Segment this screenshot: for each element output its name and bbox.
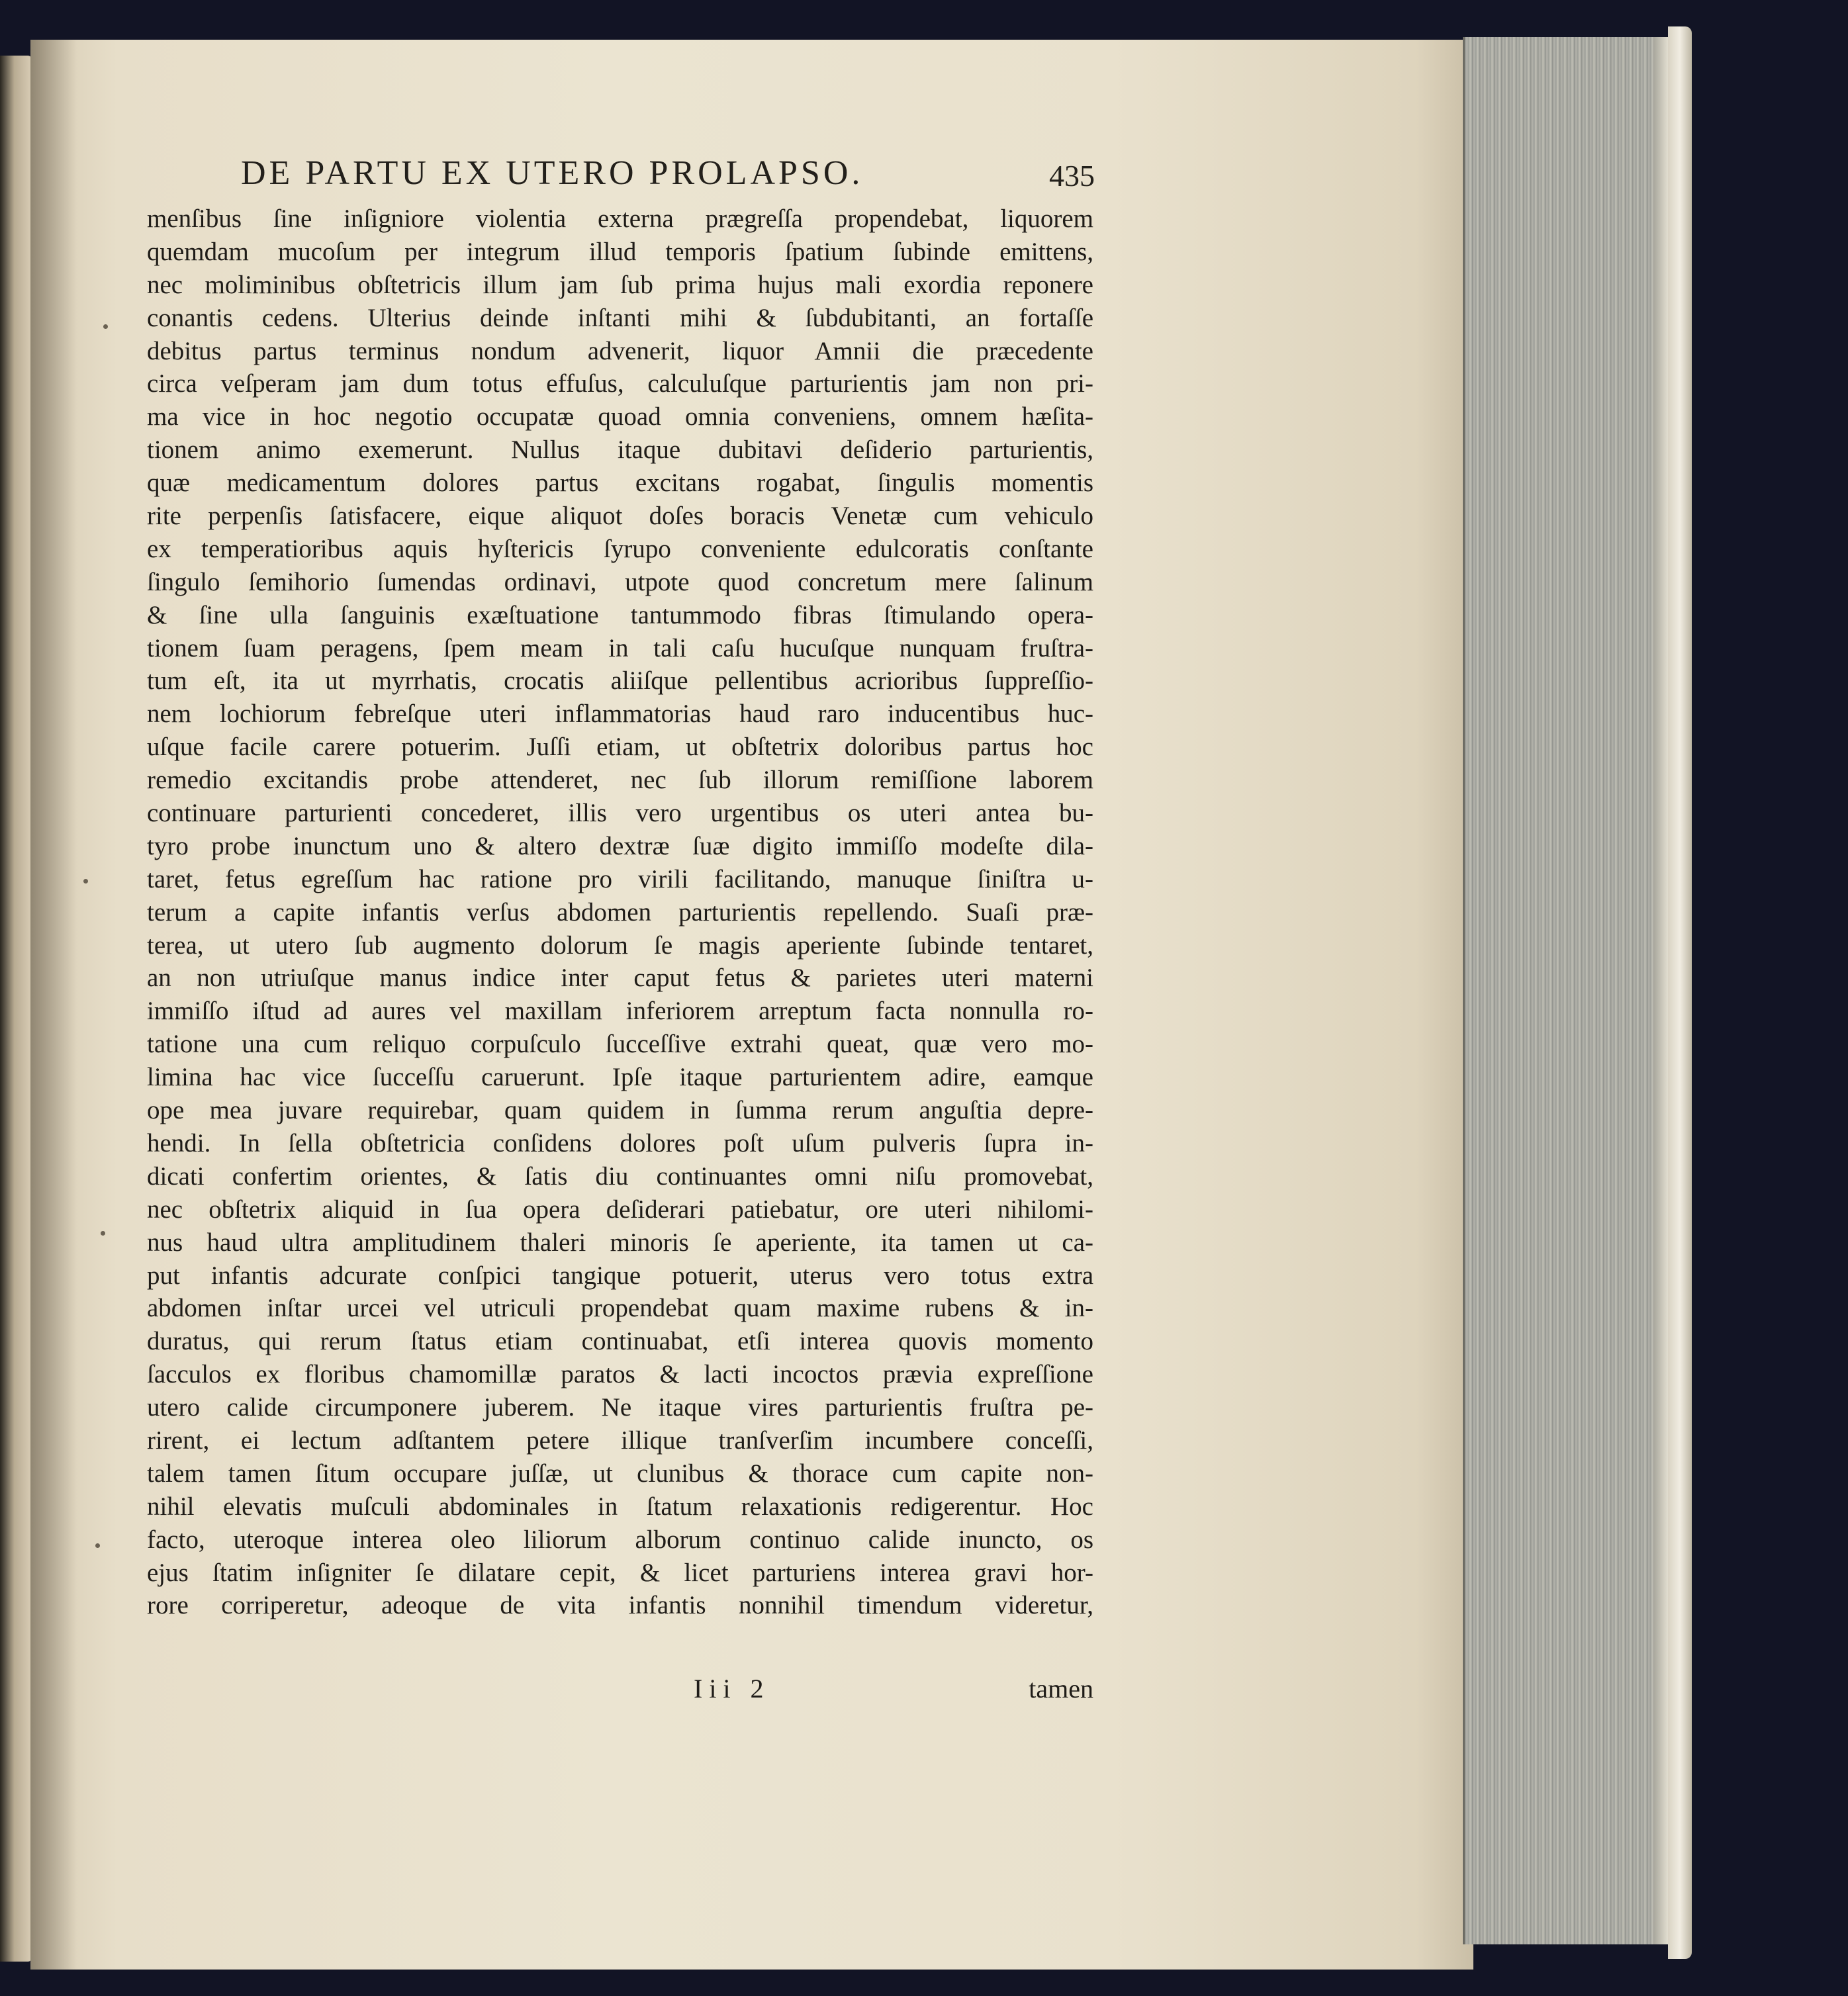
- running-head: [241, 152, 1095, 195]
- text-line: rore corriperetur, adeoque de vita infantis nonnihil timendum videretur,: [147, 1591, 1093, 1620]
- text-line: terum a capite infantis verſus abdomen parturientis repellendo. Suaſi præ-: [147, 897, 1093, 927]
- text-line: ſingulo ſemihorio ſumendas ordinavi, utpote quod concretum mere ſalinum: [147, 567, 1093, 596]
- book-cover-edge: [1668, 26, 1692, 1959]
- text-line: & ſine ulla ſanguinis exæſtuatione tantummodo fibras ſtimulando opera-: [147, 600, 1093, 629]
- text-line: abdomen inſtar urcei vel utriculi propendebat quam maxime rubens & in-: [147, 1294, 1093, 1323]
- text-line: menſibus ſine inſigniore violentia externa prægreſſa propendebat, liquorem: [147, 204, 1093, 233]
- text-line: an non utriuſque manus indice inter caput fetus & parietes uteri materni: [147, 964, 1093, 993]
- text-line: limina hac vice ſucceſſu caruerunt. Ipſe itaque parturientem adire, eamque: [147, 1063, 1093, 1092]
- body-text: [147, 203, 1093, 1622]
- text-line: facto, uteroque interea oleo liliorum alborum continuo calide inuncto, os: [147, 1525, 1093, 1554]
- text-line: quemdam mucoſum per integrum illud temporis ſpatium ſubinde emittens,: [147, 237, 1093, 266]
- left-page-edge: [0, 56, 32, 1962]
- text-line: tum eſt, ita ut myrrhatis, crocatis aliiſque pellentibus acrioribus ſuppreſſio-: [147, 666, 1093, 696]
- text-line: ope mea juvare requirebar, quam quidem in ſumma rerum anguſtia depre-: [147, 1096, 1093, 1125]
- text-line: rite perpenſis ſatisfacere, eique aliquot doſes boracis Venetæ cum vehiculo: [147, 502, 1093, 531]
- margin-mark: [101, 1231, 105, 1236]
- signature-mark: Iii 2: [694, 1674, 770, 1703]
- text-line: debitus partus terminus nondum advenerit, liquor Amnii die præcedente: [147, 336, 1093, 365]
- text-line: conantis cedens. Ulterius deinde inſtanti mihi & ſubdubitanti, an fortaſſe: [147, 303, 1093, 332]
- text-line: tionem ſuam peragens, ſpem meam in tali caſu hucuſque nunquam fruſtra-: [147, 633, 1093, 662]
- page-number: 435: [1049, 159, 1095, 193]
- text-line: ſacculos ex floribus chamomillæ paratos & lacti incoctos prævia expreſſione: [147, 1360, 1093, 1389]
- margin-mark: [103, 324, 108, 329]
- margin-mark: [95, 1543, 100, 1548]
- text-line: tyro probe inunctum uno & altero dextræ ſuæ digito immiſſo modeſte dila-: [147, 831, 1093, 860]
- text-line: ex temperatioribus aquis hyſtericis ſyrupo conveniente edulcoratis conſtante: [147, 534, 1093, 563]
- text-line: continuare parturienti concederet, illis vero urgentibus os uteri antea bu-: [147, 799, 1093, 828]
- text-line: ejus ſtatim inſigniter ſe dilatare cepit, & licet parturiens interea gravi hor-: [147, 1558, 1093, 1587]
- text-line: duratus, qui rerum ſtatus etiam continuabat, etſi interea quovis momento: [147, 1327, 1093, 1356]
- text-line: nus haud ultra amplitudinem thaleri minoris ſe aperiente, ita tamen ut ca-: [147, 1228, 1093, 1257]
- text-line: nec moliminibus obſtetricis illum jam ſub prima hujus mali exordia reponere: [147, 270, 1093, 299]
- catchword: tamen: [1029, 1674, 1093, 1703]
- text-line: terea, ut utero ſub augmento dolorum ſe magis aperiente ſubinde tentaret,: [147, 930, 1093, 960]
- text-line: uſque facile carere potuerim. Juſſi etiam, ut obſtetrix doloribus partus hoc: [147, 733, 1093, 762]
- page-block-edge: [1463, 37, 1667, 1944]
- text-line: immiſſo iſtud ad aures vel maxillam inferiorem arreptum facta nonnulla ro-: [147, 997, 1093, 1026]
- text-line: quæ medicamentum dolores partus excitans rogabat, ſingulis momentis: [147, 469, 1093, 498]
- text-line: talem tamen ſitum occupare juſſæ, ut clunibus & thorace cum capite non-: [147, 1459, 1093, 1488]
- text-line: hendi. In ſella obſtetricia conſidens dolores poſt uſum pulveris ſupra in-: [147, 1128, 1093, 1157]
- text-line: remedio excitandis probe attenderet, nec ſub illorum remiſſione laborem: [147, 766, 1093, 795]
- text-line: nec obſtetrix aliquid in ſua opera deſiderari patiebatur, ore uteri nihilomi-: [147, 1195, 1093, 1224]
- text-line: utero calide circumponere juberem. Ne itaque vires parturientis fruſtra pe-: [147, 1393, 1093, 1422]
- margin-mark: [83, 879, 88, 884]
- text-line: tatione una cum reliquo corpuſculo ſucceſſive extrahi queat, quæ vero mo-: [147, 1030, 1093, 1059]
- gutter-shadow: [30, 40, 77, 1970]
- text-line: put infantis adcurate conſpici tangique potuerit, uterus vero totus extra: [147, 1261, 1093, 1290]
- text-line: dicati confertim orientes, & ſatis diu continuantes omni niſu promovebat,: [147, 1161, 1093, 1191]
- text-line: nem lochiorum febreſque uteri inflammatorias haud raro inducentibus huc-: [147, 700, 1093, 729]
- text-line: taret, fetus egreſſum hac ratione pro virili facilitando, manuque ſiniſtra u-: [147, 864, 1093, 893]
- page-footer: [147, 1670, 1093, 1707]
- text-line: circa veſperam jam dum totus effuſus, calculuſque parturientis jam non pri-: [147, 369, 1093, 398]
- running-title: DE PARTU EX UTERO PROLAPSO.: [241, 154, 864, 192]
- text-line: ma vice in hoc negotio occupatæ quoad omnia conveniens, omnem hæſita-: [147, 402, 1093, 431]
- text-line: tionem animo exemerunt. Nullus itaque dubitavi deſiderio parturientis,: [147, 435, 1093, 465]
- text-line: rirent, ei lectum adſtantem petere illique tranſverſim incumbere conceſſi,: [147, 1426, 1093, 1455]
- text-line: nihil elevatis muſculi abdominales in ſtatum relaxationis redigerentur. Hoc: [147, 1492, 1093, 1521]
